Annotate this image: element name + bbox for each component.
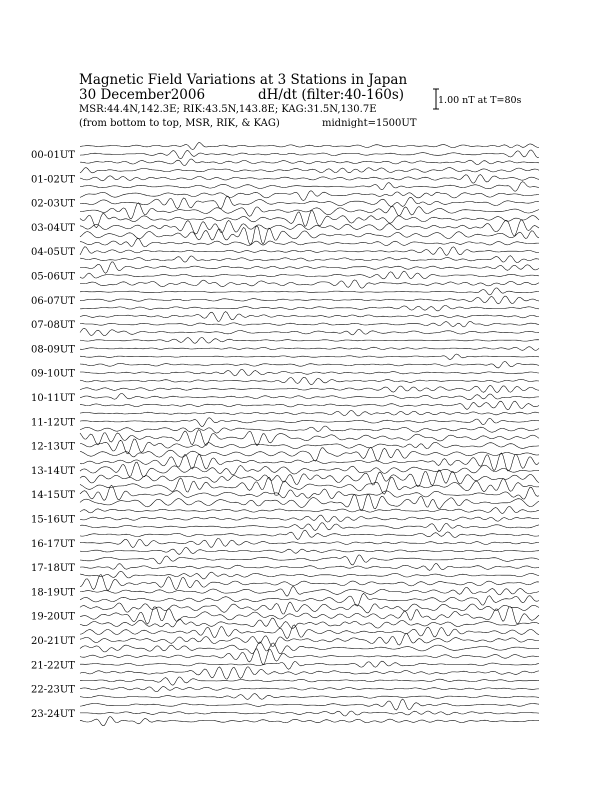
trace-msr <box>80 426 539 433</box>
trace-msr <box>80 593 539 606</box>
hour-label: 07-08UT <box>31 320 75 332</box>
trace-kag <box>80 191 539 201</box>
hour-label: 10-11UT <box>31 393 75 404</box>
trace-kag <box>80 211 539 228</box>
trace-kag <box>80 312 539 322</box>
waveform-traces <box>80 143 539 726</box>
hour-label: 14-15UT <box>31 490 75 502</box>
trace-rik <box>80 661 539 669</box>
trace-kag <box>80 168 539 173</box>
trace-kag <box>80 410 539 415</box>
trace-msr <box>80 226 539 244</box>
trace-rik <box>80 462 539 477</box>
trace-rik <box>80 687 539 692</box>
hour-label: 00-01UT <box>31 150 75 161</box>
hour-label: 20-21UT <box>31 636 75 647</box>
trace-kag <box>80 288 539 295</box>
trace-kag <box>80 575 539 591</box>
trace-msr <box>80 377 539 384</box>
hour-label: 23-24UT <box>31 708 75 720</box>
trace-msr <box>80 328 539 335</box>
trace-msr <box>80 447 539 461</box>
trace-kag <box>80 506 539 513</box>
hour-label: 21-22UT <box>31 660 75 672</box>
trace-rik <box>80 321 539 327</box>
trace-kag <box>80 625 539 639</box>
trace-msr <box>80 159 539 166</box>
trace-msr <box>80 256 539 263</box>
hour-label: 22-23UT <box>31 684 75 696</box>
trace-kag <box>80 143 539 150</box>
trace-msr <box>80 667 539 680</box>
trace-rik <box>80 564 539 571</box>
trace-rik <box>80 369 539 376</box>
scale-label: 1.00 nT at T=80s <box>438 95 522 106</box>
trace-kag <box>80 386 539 393</box>
hour-label: 17-18UT <box>31 563 75 575</box>
hour-label: 18-19UT <box>31 587 75 599</box>
station-coordinates: MSR:44.4N,142.3E; RIK:43.5N,143.8E; KAG:31.5N,130.7E <box>79 104 377 115</box>
trace-rik <box>80 586 539 596</box>
trace-msr <box>80 571 539 579</box>
hour-label: 11-12UT <box>31 417 75 429</box>
hour-labels <box>31 150 75 720</box>
trace-kag <box>80 337 539 343</box>
hour-label: 08-09UT <box>31 344 75 356</box>
trace-rik <box>80 515 539 522</box>
hour-label: 02-03UT <box>31 198 75 210</box>
trace-rik <box>80 418 539 427</box>
trace-rik <box>80 175 539 184</box>
trace-rik <box>80 607 539 624</box>
trace-kag <box>80 699 539 710</box>
hour-label: 19-20UT <box>31 611 75 623</box>
trace-rik <box>80 150 539 159</box>
trace-msr <box>80 642 539 654</box>
trace-rik <box>80 711 539 716</box>
trace-msr <box>80 618 539 628</box>
trace-rik <box>80 271 539 279</box>
trace-kag <box>80 530 539 539</box>
hour-label: 04-05UT <box>31 247 75 259</box>
trace-msr <box>80 694 539 700</box>
trace-msr <box>80 401 539 410</box>
trace-kag <box>80 602 539 614</box>
trace-kag <box>80 477 539 495</box>
trace-rik <box>80 247 539 256</box>
trace-kag <box>80 361 539 368</box>
trace-msr <box>80 182 539 192</box>
trace-rik <box>80 393 539 399</box>
hour-label: 15-16UT <box>31 514 75 526</box>
hour-label: 06-07UT <box>31 295 75 307</box>
trace-msr <box>80 203 539 219</box>
quantity-filter-label: dH/dt (filter:40-160s) <box>258 87 405 103</box>
trace-rik <box>80 538 539 547</box>
trace-kag <box>80 677 539 685</box>
midnight-note: midnight=1500UT <box>322 118 417 129</box>
trace-msr <box>80 354 539 360</box>
trace-msr <box>80 494 539 511</box>
trace-msr <box>80 716 539 725</box>
trace-rik <box>80 347 539 351</box>
trace-rik <box>80 196 539 209</box>
trace-msr <box>80 280 539 288</box>
hour-label: 16-17UT <box>31 538 75 550</box>
hour-label: 12-13UT <box>31 441 75 453</box>
trace-rik <box>80 220 539 236</box>
trace-msr <box>80 523 539 532</box>
hour-label: 05-06UT <box>31 271 75 283</box>
trace-kag <box>80 555 539 565</box>
hour-label: 13-14UT <box>31 465 75 477</box>
trace-rik <box>80 296 539 304</box>
hour-label: 03-04UT <box>31 222 75 234</box>
trace-kag <box>80 239 539 247</box>
trace-order-note: (from bottom to top, MSR, RIK, & KAG) <box>79 118 280 129</box>
trace-kag <box>80 430 539 446</box>
hour-label: 09-10UT <box>31 368 75 380</box>
trace-msr <box>80 547 539 554</box>
hour-label: 01-02UT <box>31 174 75 186</box>
trace-kag <box>80 262 539 273</box>
chart-title: Magnetic Field Variations at 3 Stations in Japan <box>79 72 408 88</box>
trace-rik <box>80 634 539 647</box>
trace-msr <box>80 306 539 311</box>
chart-date: 30 December2006 <box>79 87 206 103</box>
